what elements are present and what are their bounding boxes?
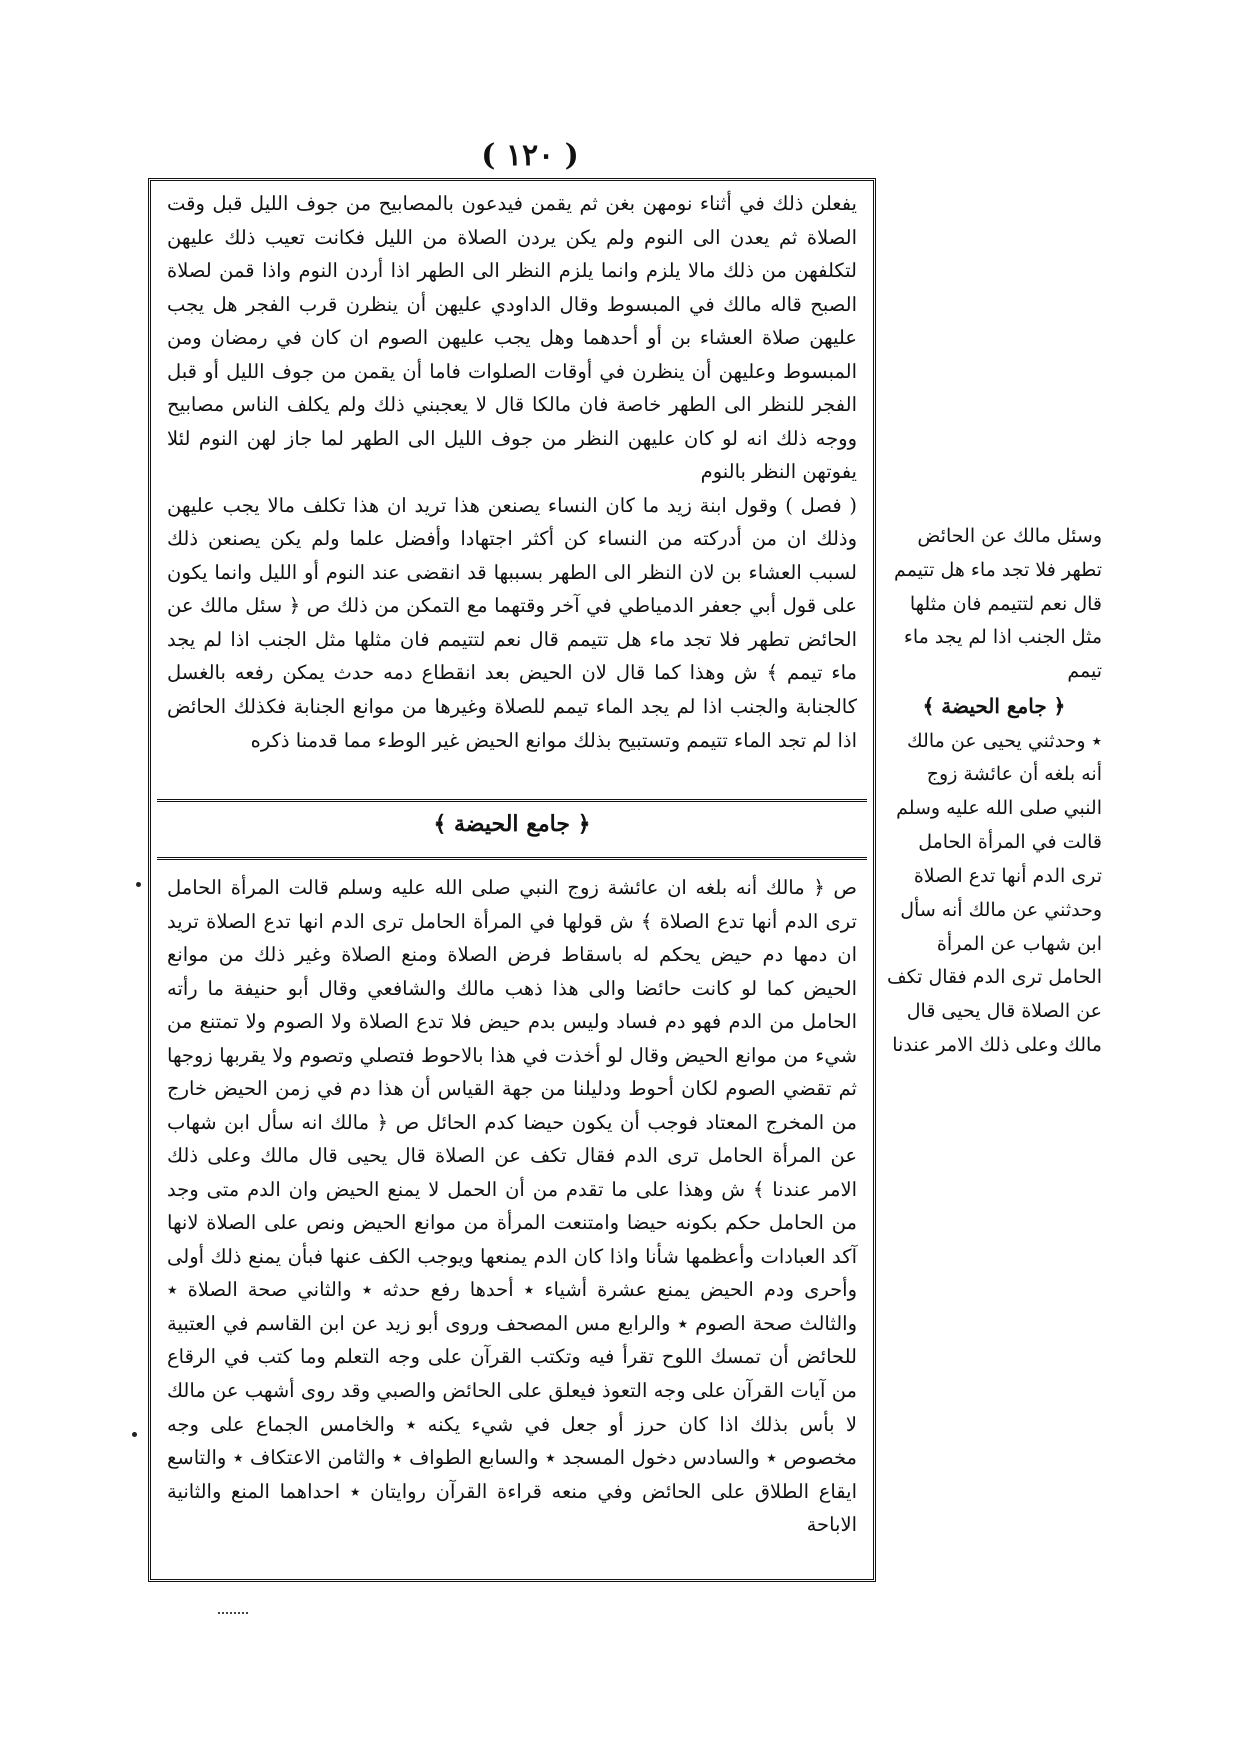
margin-paragraph: ٭ وحدثني يحيى عن مالك أنه بلغه أن عائشة زوج النبي صلى الله عليه وسلم قالت في المرأة الحامل ترى الدم أنها تدع الصلاة وحدثني عن مالك أنه سأل ابن شهاب عن المرأة الحامل ترى الدم فقال تكف عن الصلاة قال يحيى قال مالك وعلى ذلك الامر عندنا bbox=[886, 729, 1102, 1056]
page-number: ( ١٢٠ ) bbox=[481, 138, 579, 173]
scan-speck bbox=[136, 882, 141, 887]
margin-notes bbox=[886, 520, 1102, 1063]
footer-dots bbox=[218, 1612, 248, 1620]
main-bottom-block bbox=[167, 871, 857, 1542]
main-top-block bbox=[167, 187, 857, 757]
main-paragraph: يفعلن ذلك في أثناء نومهن بغن ثم يقمن فيدعون بالمصابيح من جوف الليل قبل وقت الصلاة ثم يعدن الى النوم ولم يكن يردن الصلاة من الليل فكانت تعيب ذلك عليهن لتكلفهن من ذلك مالا يلزم وانما يلزم النظر الى الطهر اذا أردن النوم واذا قمن لصلاة الصبح قاله مالك في المبسوط وقال الداودي عليهن أن ينظرن قرب الفجر هل يجب عليهن صلاة العشاء بن أو أحدهما وهل يجب عليهن الصوم ان كان في رمضان ومن المبسوط وعليهن أن ينظرن في أوقات الصلوات فاما أن يقمن من جوف الليل أو قبل الفجر للنظر الى الطهر خاصة فان مالكا قال لا يعجبني ذلك ولم يكلف الناس مصابيح ووجه ذلك انه لو كان عليهن النظر من جوف الليل الى الطهر لما جاز لهن النوم لئلا يفوتهن النظر بالنوم bbox=[167, 192, 857, 484]
section-divider-bottom bbox=[157, 857, 867, 860]
main-text-frame bbox=[148, 178, 876, 1582]
main-paragraph: ( فصل ) وقول ابنة زيد ما كان النساء يصنعن هذا تريد ان هذا تكلف مالا يجب عليهن وذلك ان من أدركته من النساء كن أكثر اجتهادا وأفضل علما ولم يكن يصنعن ذلك لسبب العشاء بن لان النظر الى الطهر بسببها قد انقضى عند النوم أو الليل وانما يكون على قول أبي جعفر الدمياطي في آخر وقتهما مع التمكن من ذلك ص ﴿ سئل مالك عن الحائض تطهر فلا تجد ماء هل تتيمم قال نعم لتتيمم فان مثلها مثل الجنب اذا لم يجد ماء تيمم ﴾ ش وهذا كما قال لان الحيض بعد انقطاع دمه حدث يمكن رفعه بالغسل كالجنابة والجنب اذا لم يجد الماء تيمم للصلاة وغيرها من موانع الجنابة فكذلك الحائض اذا لم تجد الماء تتيمم وتستبيح بذلك موانع الحيض غير الوطء مما قدمنا ذكره bbox=[167, 493, 857, 752]
section-heading: ﴿ جامع الحيضة ﴾ bbox=[433, 811, 591, 837]
scan-speck bbox=[132, 1432, 137, 1437]
main-paragraph: ص ﴿ مالك أنه بلغه ان عائشة زوج النبي صلى الله عليه وسلم قالت المرأة الحامل ترى الدم أنها تدع الصلاة ﴾ ش قولها في المرأة الحامل ترى الدم انها تدع الصلاة تريد ان دمها دم حيض يحكم له باسقاط فرض الصلاة ومنع الصلاة وغير ذلك من موانع الحيض كما لو كانت حائضا والى هذا ذهب مالك والشافعي وقال أبو حنيفة ما رأته الحامل من الدم فهو دم فساد وليس بدم حيض فلا تدع الصلاة ولا الصوم ولا تمتنع من شيء من موانع الحيض وقال لو أخذت في هذا بالاحوط فتصلي وتصوم ولا يقربها زوجها ثم تقضي الصوم لكان أحوط ودليلنا من جهة القياس أن هذا دم في زمن الحيض خارج من المخرج المعتاد فوجب أن يكون حيضا كدم الحائل ص ﴿ مالك انه سأل ابن شهاب عن المرأة الحامل ترى الدم فقال تكف عن الصلاة قال يحيى قال مالك وعلى ذلك الامر عندنا ﴾ ش وهذا على ما تقدم من أن الحمل لا يمنع الحيض وان الدم متى وجد من الحامل حكم بكونه حيضا وامتنعت المرأة من موانع الحيض ونص على الصلاة لانها آكد العبادات وأعظمها شأنا واذا كان الدم يمنعها ويوجب الكف عنها فبأن يمنع ذلك أولى وأحرى ودم الحيض يمنع عشرة أشياء ٭ أحدها رفع حدثه ٭ والثاني صحة الصلاة ٭ والثالث صحة الصوم ٭ والرابع مس المصحف وروى أبو زيد عن ابن القاسم في العتبية للحائض أن تمسك اللوح تقرأ فيه وتكتب القرآن على وجه التعلم وما كتب في الرقاع من آيات القرآن على وجه التعوذ فيعلق على الحائض والصبي وقد روى أشهب عن مالك لا بأس بذلك اذا كان حرز أو جعل في شيء يكنه ٭ والخامس الجماع على وجه مخصوص ٭ والسادس دخول المسجد ٭ والسابع الطواف ٭ والثامن الاعتكاف ٭ والتاسع ايقاع الطلاق على الحائض وفي منعه قراءة القرآن روايتان ٭ احداهما المنع والثانية الاباحة bbox=[167, 876, 857, 1537]
section-divider-top bbox=[157, 799, 867, 802]
margin-paragraph: وسئل مالك عن الحائض تطهر فلا تجد ماء هل تتيمم قال نعم لتتيمم فان مثلها مثل الجنب اذا لم يجد ماء تيمم bbox=[894, 525, 1102, 683]
margin-heading: ﴿ جامع الحيضة ﴾ bbox=[922, 694, 1066, 719]
